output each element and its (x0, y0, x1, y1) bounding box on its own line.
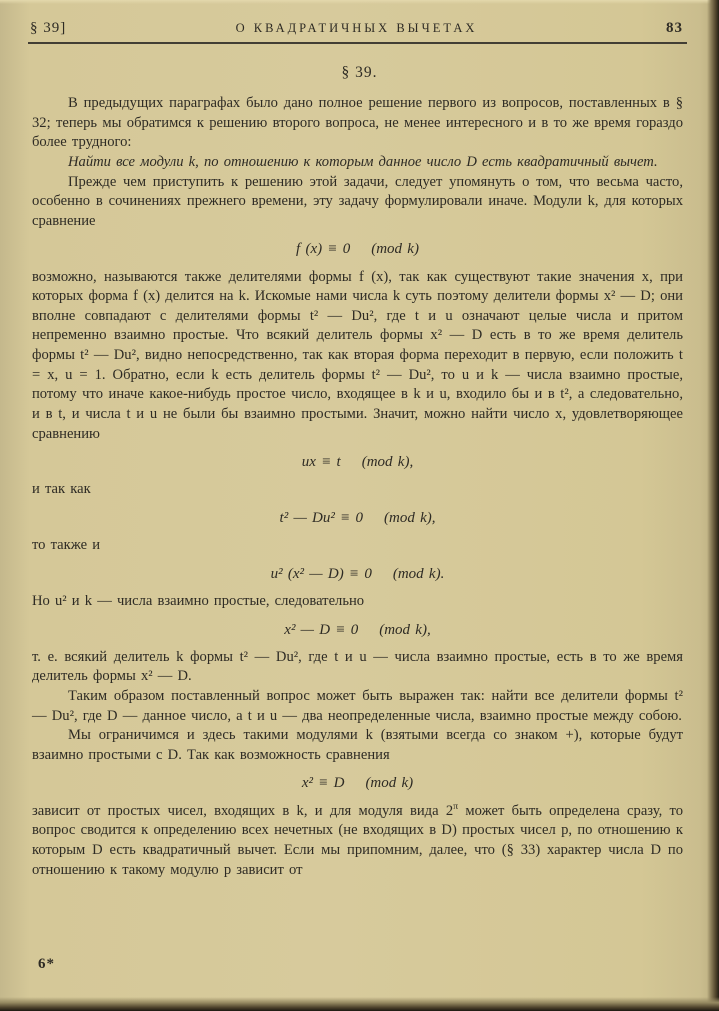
paragraph-final: зависит от простых чисел, входящих в k, и для модуля вида $2^\pi$ может быть определена сразу, то вопрос сводится к определению всех нечетных (не входящих в D) простых чисел p, по отношению к которым D есть квадратичный вычет. Если мы припомним, далее, что (§ 33) характер числа D по отношению к такому модулю p зависит от (32, 800, 683, 878)
paragraph-and-since: и так как (32, 481, 91, 498)
paragraph-restate: Таким образом поставленный вопрос может быть выражен так: найти все делители формы t² — Du², где D — данное число, а t и u — два неопределенные числа, взаимно простые между собою. (32, 687, 683, 724)
scan-edge-bottom (0, 997, 719, 1011)
section-marker: § 39] (30, 20, 67, 36)
page-number: 83 (666, 20, 683, 36)
paragraph-converse: т. е. всякий делитель k формы t² — Du², где t и u — числа взаимно простые, есть в то же время делитель формы x² — D. (32, 648, 683, 685)
paragraph-remark: Прежде чем приступить к решению этой задачи, следует упомянуть о том, что весьма часто, особенно в сочинениях прежнего времени, эту задачу формулировали иначе. Модули k, для которых сравнение (32, 173, 683, 229)
paragraph-restrict: Мы ограничимся и здесь такими модулями k (взятыми всегда со знаком +), которые будут взаимно простыми с D. Так как возможность сравнения (32, 727, 683, 763)
paragraph-problem-statement: Найти все модули k, по отношению к которым данное число D есть квадратичный вычет. (68, 153, 658, 170)
page-body (32, 94, 683, 880)
signature-mark: 6* (38, 956, 55, 972)
equation-tdu: t² — Du² ≡ 0 (mod k), (279, 509, 436, 526)
equation-ux: ux ≡ t (mod k), (301, 454, 414, 471)
equation-x2d: x² ≡ D (mod k) (301, 775, 414, 792)
paragraph-then-also: то также и (32, 537, 101, 554)
header-rule (28, 42, 687, 44)
scan-edge-top (0, 0, 719, 4)
paragraph-intro: В предыдущих параграфах было дано полное решение первого из вопросов, поставленных в § 32; теперь мы обратимся к решению второго вопроса, не менее интересного и в то же время гораздо более трудного: (32, 95, 683, 151)
paragraph-divisors: возможно, называются также делителями формы f (x), так как существуют такие значения x, при которых форма f (x) делится на k. Искомые нами числа k суть поэтому делители формы x² — D; они вполне совпадают с делителями формы t² — Du², где t и u означают целые числа и притом непременно взаимно простые. Что всякий делитель формы x² — D есть в то же время делитель формы t² — Du², видно непосредственно, так как вторая форма переходит в первую, если положить t = x, u = 1. Обратно, если k есть делитель формы t² — Du², то u и k — числа взаимно простые, потому что иначе какое-нибудь простое число, входящее в k и u, входило бы и в t², а следовательно, и в t, и числа t и u не были бы взаимно простыми. Значит, можно найти число x, удовлетворяющее сравнению (32, 268, 683, 442)
paragraph-coprime: Но u² и k — числа взаимно простые, следовательно (32, 592, 365, 609)
section-title: § 39. (341, 64, 378, 81)
running-header (0, 0, 719, 37)
equation-fx: f (x) ≡ 0 (mod k) (296, 241, 419, 258)
equation-x2d-zero: x² — D ≡ 0 (mod k), (284, 621, 431, 638)
equation-u2x2: u² (x² — D) ≡ 0 (mod k). (270, 565, 445, 582)
scan-edge-right (707, 0, 719, 1011)
running-title: О КВАДРАТИЧНЫХ ВЫЧЕТАХ (235, 21, 478, 35)
